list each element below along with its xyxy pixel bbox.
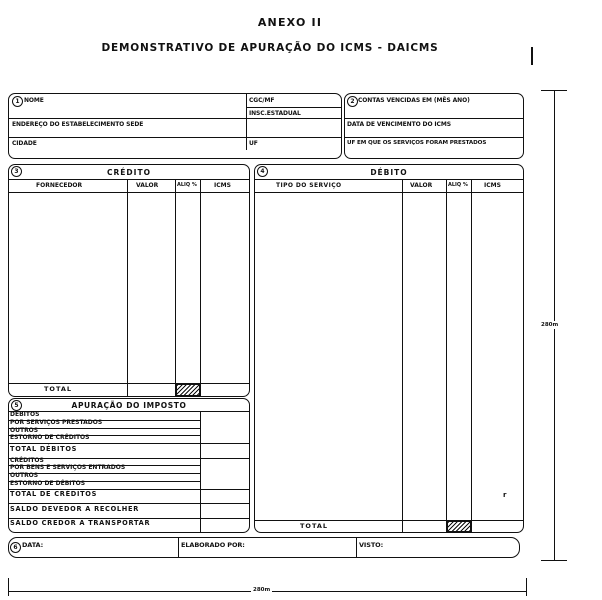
- apuracao-row-label: CRÉDITOS: [10, 456, 44, 464]
- apuracao-row-label: SALDO CREDOR A TRANSPORTAR: [10, 519, 151, 528]
- section-3-credito: [8, 164, 250, 397]
- apuracao-row-label: POR BENS E SERVIÇOS ENTRADOS: [10, 464, 126, 472]
- apuracao-row-label: POR SERVIÇOS PRESTADOS: [10, 418, 103, 426]
- debito-mark: r: [503, 491, 507, 499]
- width-dimension-right-tick: [526, 578, 527, 596]
- visto-label: VISTO:: [359, 541, 384, 549]
- corner-mark: [531, 47, 533, 65]
- nome-label: NOME: [24, 97, 44, 104]
- cidade-label: CIDADE: [12, 140, 37, 147]
- section-4-debito: [254, 164, 524, 533]
- credito-title: CRÉDITO: [107, 168, 151, 177]
- height-dimension-bottom-tick: [541, 560, 567, 561]
- cgc-label: CGC/MF: [249, 97, 275, 104]
- apuracao-row-label: SALDO DEVEDOR A RECOLHER: [10, 504, 139, 513]
- uf-label: UF: [249, 140, 258, 147]
- width-dimension-label: 280m: [253, 587, 271, 593]
- width-dimension-left-tick: [8, 578, 9, 596]
- apuracao-row-label: ESTORNO DE DÉBITOS: [10, 480, 86, 487]
- section-6-signature: [8, 537, 520, 558]
- contas-vencidas-label: CONTAS VENCIDAS EM (MÊS ANO): [358, 97, 470, 104]
- endereco-label: ENDEREÇO DO ESTABELECIMENTO SEDE: [12, 121, 144, 128]
- section-1-number: 1: [12, 96, 23, 107]
- section-5-number: 5: [11, 400, 22, 411]
- apuracao-row-label: TOTAL DÉBITOS: [10, 444, 78, 453]
- apuracao-row-label: TOTAL DE CRÉDITOS: [10, 490, 98, 499]
- apuracao-row-divider: [9, 458, 249, 459]
- apuracao-row-label: DÉBITOS: [10, 411, 40, 418]
- uf-servicos-label: UF EM QUE OS SERVIÇOS FORAM PRESTADOS: [347, 140, 487, 146]
- data-label: DATA:: [22, 541, 44, 549]
- debito-total-label: TOTAL: [300, 522, 329, 530]
- insc-estadual-label: INSC.ESTADUAL: [249, 110, 301, 117]
- height-dimension-label: 280m: [541, 322, 559, 328]
- debito-col-valor: VALOR: [410, 182, 433, 189]
- section-4-number: 4: [257, 166, 268, 177]
- apuracao-row-label: OUTROS: [10, 426, 39, 434]
- elaborado-label: ELABORADO POR:: [181, 541, 245, 549]
- credito-total-label: TOTAL: [44, 385, 73, 393]
- credito-col-icms: ICMS: [214, 182, 231, 189]
- credito-col-aliq: ALIQ %: [177, 182, 197, 188]
- debito-col-icms: ICMS: [484, 182, 501, 189]
- credito-col-valor: VALOR: [136, 182, 159, 189]
- credito-total-hatch: [176, 384, 200, 396]
- credito-col-fornecedor: FORNECEDOR: [36, 182, 83, 189]
- debito-total-hatch: [447, 521, 471, 532]
- apuracao-title: APURAÇÃO DO IMPOSTO: [71, 401, 187, 410]
- section-3-number: 3: [11, 166, 22, 177]
- section-6-number: 6: [10, 542, 21, 553]
- apuracao-row-label: ESTORNO DE CRÉDITOS: [10, 434, 90, 442]
- apuracao-row-label: OUTROS: [10, 472, 39, 480]
- section-2-number: 2: [347, 96, 358, 107]
- data-vencimento-label: DATA DE VENCIMENTO DO ICMS: [347, 121, 451, 128]
- debito-col-aliq: ALIQ %: [448, 182, 468, 188]
- form-title: DEMONSTRATIVO DE APURAÇÃO DO ICMS - DAICMS: [101, 42, 439, 54]
- annex-title: ANEXO II: [257, 16, 323, 29]
- debito-title: DÉBITO: [370, 168, 408, 177]
- debito-col-tipo: TIPO DO SERVIÇO: [276, 182, 342, 189]
